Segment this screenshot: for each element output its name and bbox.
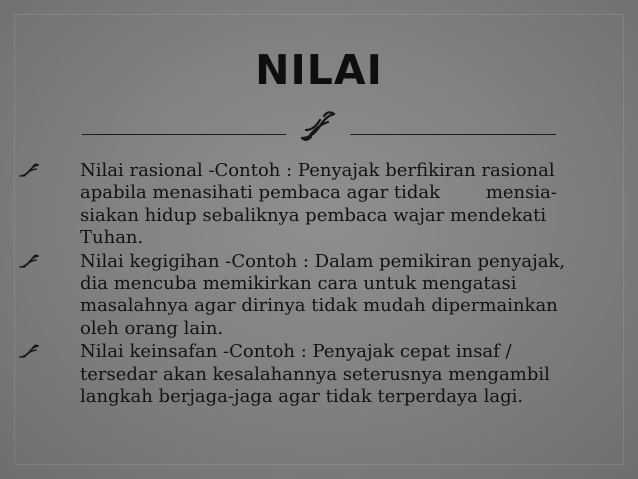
bullet-item xyxy=(18,251,598,341)
bullet-text-line: Nilai kegigihan -Contoh : Dalam pemikiran penyajak, xyxy=(80,250,566,272)
double-curl-ornament-icon xyxy=(298,108,338,144)
curl-bullet-icon xyxy=(18,163,40,179)
bullet-text-line: Nilai rasional -Contoh : Penyajak berfikiran rasional xyxy=(80,160,555,181)
bullet-item xyxy=(18,341,598,408)
curl-bullet-icon xyxy=(18,344,40,360)
title-divider-right xyxy=(350,134,556,135)
title-divider-left xyxy=(82,134,286,135)
slide-title: NILAI xyxy=(255,46,383,94)
bullet-item xyxy=(18,160,598,250)
bullet-text-line: dia mencuba memikirkan cara untuk mengatasi xyxy=(80,273,517,295)
bullet-text-line: siakan hidup sebaliknya pembaca wajar mendekati xyxy=(80,204,547,226)
bullet-text-line: oleh orang lain. xyxy=(80,317,224,339)
bullet-text-line: Tuhan. xyxy=(80,227,144,249)
bullet-text-line: tersedar akan kesalahannya seterusnya mengambil xyxy=(80,363,550,385)
bullet-text-line: langkah berjaga-jaga agar tidak terperdaya lagi. xyxy=(80,386,524,408)
bullet-list xyxy=(18,160,598,409)
bullet-text-line: apabila menasihati pembaca agar tidak mensia- xyxy=(80,182,557,204)
bullet-text-line: Nilai keinsafan -Contoh : Penyajak cepat insaf / xyxy=(80,341,512,363)
bullet-text-line: masalahnya agar dirinya tidak mudah dipermainkan xyxy=(80,295,558,317)
curl-bullet-icon xyxy=(18,254,40,270)
